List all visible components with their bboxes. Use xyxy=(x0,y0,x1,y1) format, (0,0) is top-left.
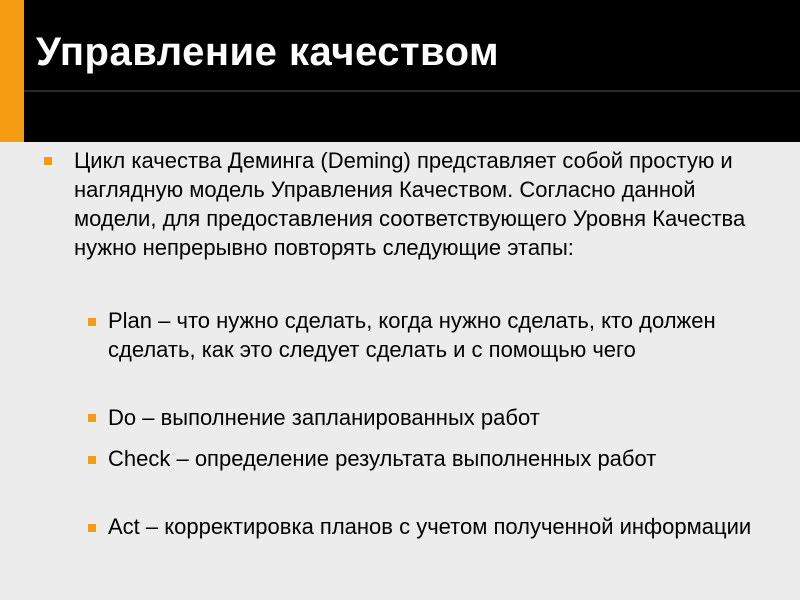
main-bullet-text: Цикл качества Деминга (Deming) представляет собой простую и наглядную модель Управления Качеством. Согласно данной модели, для предоставления соответствующего Уровня Качества нужно непрерывно повторять следующие этапы: xyxy=(74,148,746,260)
accent-bar xyxy=(0,0,24,142)
square-bullet-icon xyxy=(88,524,96,532)
sub-bullet-do: Do – выполнение запланированных работ xyxy=(108,405,540,430)
square-bullet-icon xyxy=(88,456,96,464)
square-bullet-icon xyxy=(88,318,96,326)
header-band xyxy=(0,0,800,142)
square-bullet-icon xyxy=(88,414,96,422)
sub-bullet-plan: Plan – что нужно сделать, когда нужно сделать, кто должен сделать, как это следует сделать и с помощью чего xyxy=(108,308,716,362)
sub-bullet-check: Check – определение результата выполненных работ xyxy=(108,446,657,471)
title-divider xyxy=(24,90,800,92)
sub-bullet-act: Act – корректировка планов с учетом полученной информации xyxy=(108,514,752,539)
square-bullet-icon xyxy=(44,157,52,165)
slide-title: Управление качеством xyxy=(36,30,500,74)
